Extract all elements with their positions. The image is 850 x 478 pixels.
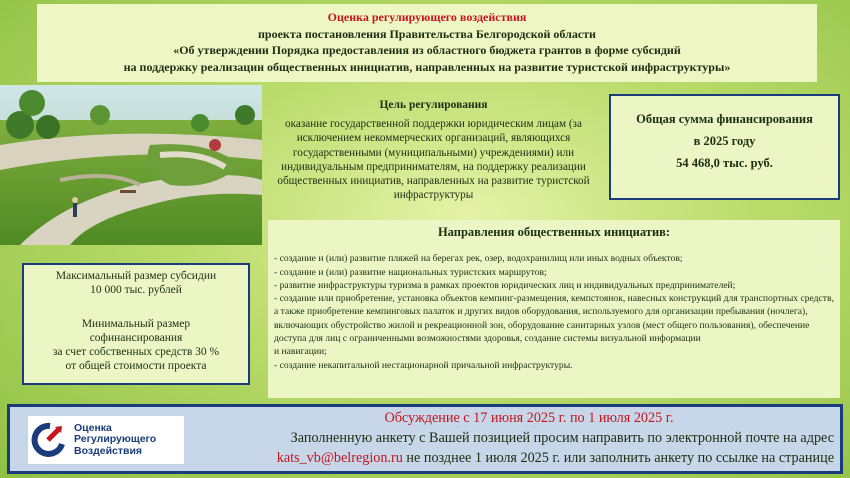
header-title: Оценка регулирующего воздействия bbox=[327, 10, 527, 24]
funding-box bbox=[609, 94, 840, 200]
orv-logo-icon bbox=[28, 422, 68, 458]
subsidy-size-box bbox=[22, 263, 250, 385]
direction-item: и навигации; bbox=[274, 346, 327, 358]
min-cofinancing-value-2: от общей стоимости проекта bbox=[65, 360, 207, 372]
max-subsidy-value: 10 000 тыс. рублей bbox=[90, 284, 182, 296]
discussion-deadline: не позднее 1 июля 2025 г. или заполнить анкету по ссылке на странице bbox=[402, 450, 834, 466]
logo-text-line2: Регулирующего bbox=[74, 433, 157, 446]
header-project-name-2: на поддержку реализации общественных инициатив, направленных на развитие туристской инфраструктуры» bbox=[123, 59, 731, 74]
park-illustration-image bbox=[0, 85, 262, 245]
min-cofinancing-label-2: софинансирования bbox=[89, 332, 183, 344]
logo-text-line3: Воздействия bbox=[74, 444, 143, 457]
direction-item: - развитие инфраструктуры туризма в рамках проектов юридических лиц и индивидуальных предпринимателей; bbox=[274, 279, 736, 291]
discussion-period: Обсуждение с 17 июня 2025 г. по 1 июля 2025 г. bbox=[384, 410, 674, 426]
contact-email-link[interactable]: kats_vb@belregion.ru bbox=[276, 450, 403, 466]
header-project-name-1: «Об утверждении Порядка предоставления из областного бюджета грантов в форме субсидий bbox=[173, 43, 681, 57]
regulation-goal-heading: Цель регулирования bbox=[379, 99, 488, 111]
regulation-goal-text: оказание государственной поддержки юридическим лицам (за исключением некоммерческих организаций, являющихся государственными (муниципальными) учреждениями) или индивидуальным предпринимателям, на поддержку реализации общественных инициатив, направленных на развитие туристской инфраструктуры bbox=[277, 118, 590, 202]
direction-item: - создание и (или) развитие пляжей на берегах рек, озер, водохранилищ или иных водных объектов; bbox=[274, 253, 683, 265]
discussion-footer bbox=[7, 404, 843, 474]
discussion-instructions: Заполненную анкету с Вашей позицией просим направить по электронной почте на адрес bbox=[290, 430, 834, 446]
header-subtitle: проекта постановления Правительства Белгородской области bbox=[258, 26, 596, 41]
funding-year: в 2025 году bbox=[693, 134, 756, 148]
logo-text-line1: Оценка bbox=[74, 421, 112, 434]
funding-label: Общая сумма финансирования bbox=[636, 112, 813, 126]
min-cofinancing-label-1: Минимальный размер bbox=[81, 318, 191, 330]
directions-heading: Направления общественных инициатив: bbox=[437, 225, 671, 239]
direction-item: - создание или приобретение, установка объектов кемпинг-размещения, кемпстоянок, навесных конструкций для транспортных средств, а также приобретение кемпинговых палаток и других видов оборудования, используемого для организации пребывания (ночлега), включающих обустройство жилой и рекреационной зон, оборудование санитарных узлов (мест общего пользования), обеспечение доступа для лиц с ограниченными возможностями здоровья, создание системы визуальной информации bbox=[274, 293, 834, 345]
direction-item: - создание некапитальной нестационарной причальной инфраструктуры. bbox=[274, 359, 573, 371]
direction-item: - создание и (или) развитие национальных туристских маршрутов; bbox=[274, 266, 547, 278]
regulation-goal-section bbox=[262, 98, 605, 210]
header-title-box bbox=[37, 4, 817, 82]
funding-amount: 54 468,0 тыс. руб. bbox=[676, 156, 773, 170]
orv-logo bbox=[28, 416, 184, 464]
initiative-directions-box bbox=[268, 220, 840, 398]
min-cofinancing-value-1: за счет собственных средств 30 % bbox=[52, 346, 220, 358]
max-subsidy-label: Максимальный размер субсидии bbox=[55, 270, 217, 282]
